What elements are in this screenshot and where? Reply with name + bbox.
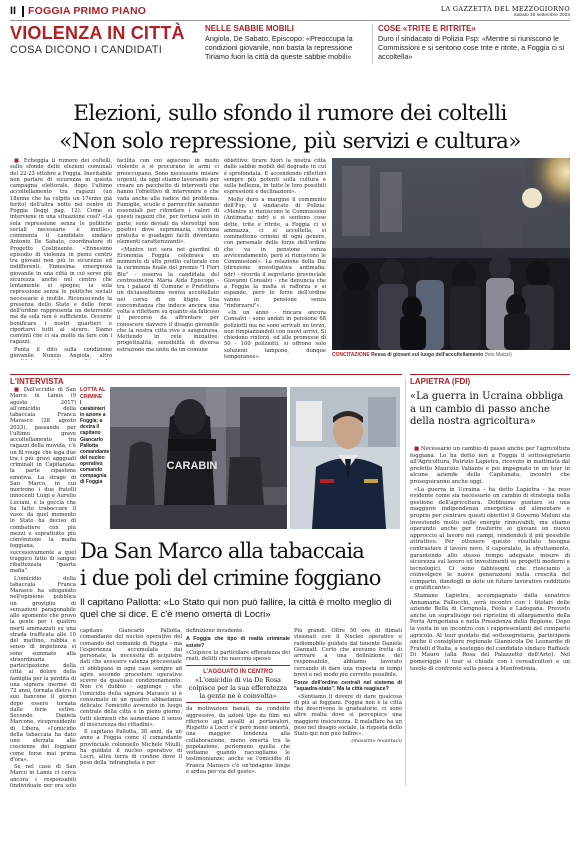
main-article-col-1: [10, 158, 112, 360]
ambush-box: [186, 665, 290, 703]
pallotta-portrait: [290, 387, 400, 529]
big-headline-line-1: Da San Marco alla tabaccaia: [80, 539, 365, 563]
masthead-divider-icon: [22, 6, 24, 17]
column-separator: [405, 378, 406, 786]
kicker-title: VIOLENZA IN CITTÀ: [10, 23, 185, 43]
interview-paragraph: Se nel caso di San Marco in Lamis ci cerca ancora i responsabili (individuate per ora solo: [10, 764, 76, 787]
lapietra-quote: «La guerra in Ucraina obbliga a un cambio di passo anche della nostra agricoltura»: [410, 391, 564, 428]
interview-label: L'INTERVISTA: [10, 377, 64, 386]
interview-question: A Foggia che tipo di realtà criminale esiste?: [186, 636, 290, 649]
main-article-col-2: [117, 158, 219, 360]
interview-paragraph: ■ Dall'eccidio di San Marco in Lamis (9 agosto 2017) all'omicidio della tabaccaia Franca Marasco (28 agosto 2023), passando per l'ultimo grave accoltellamento tra ragazzi della movida, c'è un fil rouge che lega due tra i più gravi aggguati criminali in Capitanata: la parte cipastone emotiva. La strage di San Marco, in cui morirono i due fratelli innocenti Luigi e Aurelio Luciani, è la goccia che ha fatto traboccare il vaso: da quel momento lo Stato ha deciso di combattere con più mezzi e soprattutto più convinzione la mafia foggiana, successivamente a quel traggico fatto di sangue ribattezzata "quarta mafia".: [10, 387, 76, 575]
section-rule-left: [10, 374, 402, 375]
teaser-text: Angiola, De Sabato, Episcopo: «Preoccupa la condizioni giovanile, non basta la repressione Tiriamo fuori la città da queste sabbie mobili»: [205, 34, 353, 62]
interview-paragraph: Il capitano Pallotta, 38 anni, da un anno a Foggia come il comandante provinciale colonnello Michele Miulli, ha guidato il nucleo operativo di Locri, altra terra di confine dove il peso della 'ndrangheta è per: [80, 729, 182, 767]
lapietra-paragraph: «La guerra in Ucraina - ha detto Lapietra - ha reso evidente come sia necessario un cambio di strategia nella gestione dell'agricoltura. Dobbiamo puntare su una maggiore indipendenza energetica ed alimentare e proprio per centrare questi obiettivi il Governo Meloni sta investendo molto sulle energie rinnovabili, ma stiamo operando anche per trasferire ai giovani un nuovo approccio al lavoro nei campi, rendendoli il più possibile attrattivo. Per ottenere questo risultato bisogna contrastare il lavoro nero, il caporalato, la sfruttamento, garantendo allo stesso tempo adeguate misure di sicurezza sul lavoro ed investimenti su progetti moderni e tecnologici. Ci sono fabbisogni che riusciamo a coinvolgere le nuove generazioni nella crescita del comparto, dandogli in dote un futuro lavorativo redditizio e gratificante».: [410, 486, 570, 592]
carabinieri-photo-icon: [110, 387, 287, 529]
main-paragraph: «Mentre ieri sera nei giardini di Economia Foggia celebrava un momento di alto profilo culturale con la cerimonia finale del premio "I Fiori Blu" - osserva la candidata del centrosinistra Maria Aida Episcopo - tra i palazzi di Comune e Prefettura un diciassettenne veniva accoltellato nel corso di un litigio. Una concomitanza che induce ancora una volta a riflettere su quanto sia faticoso il percorso da affrontare per conoscere davvero il disagio giovanile che la nostra città vive e sanguinosa. Mettendo in rete iniziative, progettualità, sensibilità di diversa estrazione ma unite da un comune: [117, 246, 219, 353]
kicker-subtitle: COSA DICONO I CANDIDATI: [10, 44, 163, 56]
interview-paragraph: «Colpisce la particolare efferatezza dei reati, delitti che nascono spesso: [186, 649, 290, 663]
main-photo-caption: [332, 352, 570, 358]
lapietra-label: LAPIETRA (FDI): [410, 377, 471, 386]
main-photo: [332, 158, 570, 350]
ambush-box-title: L'AGGUATO IN CENTRO: [203, 669, 273, 676]
bullet-icon: ■: [14, 158, 24, 164]
interview-big-headline: [80, 538, 402, 592]
headline-line-2: «Non solo repressione, più servizi e cultura»: [59, 129, 521, 154]
main-paragraph: Molto duro a margine il commento dell'Fsp, il sindacato di Polizia: «Mentre si riuniscono le Commissioni (Antimafia; ndr) e si sentono cose dette, trite e ritrite, a Foggia ci si ammazza, ci si accoltella, si commettono crimini di ogni genere, con personale delle forze dell'ordine che va in pensione senza avvicendamento, però si riuniscono le Commissioni». La relazione della Dia (direzione investigativa antimafia; ndr) - ricorda il segretario provinciale Giovanni Consalvi - che denuncia che a Foggia la mafia si rafforza e si espande, però le forze dell'ordine vanno in pensione senza "rinforzarsi"».: [224, 196, 326, 309]
section-title: FOGGIA PRIMO PIANO: [28, 5, 147, 17]
interview-question: Forze dell'ordine centrali nel sistema di "squadra-stato". Ma la città reagisce?: [294, 680, 402, 693]
main-paragraph: obiettivo: tirare fuori la nostra città dalle sabbie mobili del degrado in cui è sprofondata. E accendendo riflettori sempre più potenti sulla cultura e sulla bellezza, in tutte le loro possibili espressioni e declinazioni».: [224, 158, 326, 196]
interview-paragraph: capitano Giancarlo Pallotta, comandante del nucleo operativo del comando del comando di Foggia - ma l'esperienza accumulata dai personale, la necessità di acquisire dati che avessero valenza processuale ci obbligano in ogni caso sempre ad agire secondo procedure operative scevre da qualsiasi condizionamento. Non c'è dubbio - aggiunge - che l'omicidio della signora Marasco si è consumato in un quadro abbastanza delicato: l'omicidio avvenuto in luogo centrale della città e in pieno giorno, tutti elementi che aumentano il senso di insicurezza dei cittadini».: [80, 628, 182, 728]
photo-caption-box: [80, 387, 110, 527]
masthead-rule: [10, 20, 570, 21]
interview-paragraph: definizione invadente.: [186, 628, 244, 634]
lapietra-paragraph: ■ Necessario un cambio di passo anche per l'agricoltura foggiana. Lo ha detto ieri a Foggia il sottosegretario all'Agricoltura, Patrizio Lapietra, ricevuto in mattinata dal prefetto Maurizio Valiante e poi impegnato in un tour in alcune aziende della Capitanata, incontri che proseguiranno anche oggi.: [410, 446, 570, 485]
page-number: II: [10, 5, 17, 17]
ambush-box-text: «L'omicidio di via De Rosa colpisce per la sua efferatezza la gente ne è coinvolta»: [188, 676, 288, 701]
interview-col-1: [10, 387, 76, 787]
carabinieri-photo: [110, 387, 287, 529]
bullet-icon: ■: [14, 387, 24, 393]
crowd-photo-icon: [332, 158, 570, 350]
photo-box-text: I carabinieri in azione a Foggia; a destra il capitano Giancarlo Pallotta comandante del nucleo operativo comando compagnia di Foggia: [80, 400, 110, 486]
interview-col-2: [80, 628, 182, 786]
teaser-cose-trite[interactable]: [378, 24, 570, 64]
page-bottom-margin: [0, 792, 580, 841]
headline-line-1: Elezioni, sullo sfondo il rumore dei coltelli: [73, 101, 507, 126]
teaser-divider: [372, 24, 373, 64]
main-paragraph: facilità con cui agiscono in modo violento e si procurano le armi ci preoccupano. Sono necessarie misure urgenti, da oggi stiamo lavorando per creare un pacchetto di interventi che hanno l'obiettivo di intervenire e che vada anche alla radice del problema. Famiglie, scuole e parrocchie saranno essenziali per rifondare i valori di questi ragazzi che, per fortuna solo in parte, sono deviati da stereotipi non positivi dove supremazia, violenza gratuita e guadagni facili diventano elementi caratterizzanti».: [117, 158, 219, 246]
interview-sub-headline: Il capitano Pallotta: «Lo Stato qui non può fallire, la città è molto meglio di quel che si dice. E c'è meno omertà di Locri»: [80, 597, 392, 620]
kicker: [10, 23, 200, 63]
bullet-icon: ■: [414, 446, 421, 452]
caption-credit: (foto Maizzi): [484, 352, 512, 358]
lapietra-paragraph: Stamane Lapietra, accompagnato dalla senatrice Annamaria Fallucchi, avrà incontri con i titolari delle aziende Bella di Cerignola, Feola e Ladogana. Previsto anche un sopralluogo nei ripristini di allargamento della Porta Arrigeriana e nella Presidenza della Regione. Dopo la visita in un incontro con i rappresentanti del comparto agricolo. Al tour guidato dal sottosegretario, parteciperà anche il consigliere regionale Giannicola De Leonardis di Fratelli d'Italia, a sostegno del candidato sindaco Raffaele Di Mauro (alla Rosa del Palazzetto dell'Arte). Nel pomeriggio il tour si chiude con i cerealicoltori e un tavolo di confronto sulla pesca a Manfredonia.: [410, 593, 570, 672]
photo-box-label: LOTTA AL CRIMINE: [80, 387, 106, 400]
interview-paragraph: da motivazioni banali, da condotte aggressive, da azioni tipo da film: mi riferisco agli assalti ai portavalori. Rispetto a Locri c'è però meno omertà, una maggior tendenza alla collaborazione, meno omertà tra la popolazione, perlomeno quella che vediamo quando raccogliamo le testimonianze; anche se l'omicidio di Franca Marasco c'è un'indagine lunga e ardua per via del gesto».: [186, 706, 290, 775]
teaser-title: COSE «TRITE E RITRITE»: [378, 24, 476, 33]
author-signature: (massimo levantaci): [351, 738, 402, 745]
interview-paragraph: L'omicidio della tabaccaia Franca Marasco ha sdoganato nell'opinione pubblica un groviglio di sensazioni paragonabile allo sgomento che provò la gente per i quattro morti ammazzati su una strada trafficata alle 10 del mattino, rabbia e senso di impotenza si sono sommate alla straordinaria partecipazione della città ai dolore della famiglia per la perdita di una signora inerme di 72 anni, tornata dietro il suo bancone il giorno dopo essere tornata dalle ferie estive. Secondo Daniela Marcone, vicepresidente di Libera, «l'omicidio della tabaccaia ha dato uno sferzata alle coscienze dei foggiani come forse mai prima d'ora».: [10, 575, 76, 763]
officer-portrait-icon: [290, 387, 400, 529]
main-paragraph: ■ Echeggia il rumore dei coltelli, sullo sfondo delle elezioni comunali del 22-23 ottobre a Foggia. Inevitabile non parlare di sicurezza in questa campagna elettorale, dopo l'ultimo accoltellamento tra ragazzi (un 18enne che ha colpito un 17enne già ferito) dell'altra notte nel centro di Foggia (leggi pag. 12). Come si interviene in una situazione così? «La sola repressione senza le politiche sociali necessarie è inutile», commenta il candidato sindaco Antonio De Sabato, coordinatore di Progetto Costituente. «Ennesimo episodio di violenza in pieno centro tra giovani non più in sicurezza ed indifferenti. Ennesima emergenza giovanile in una città in cui serve più sicurezza anche nel centro che lentamente si spegne; la sola repressione senza le politiche sociali necessarie è inutile. Riconoscendo la presenza dello Stato e delle forze dell'ordine rappresenta un deterrente ma da sola non è sufficiente. Occorre bonificare i nostri quartieri e riportarvi tutti al sicuro. Siamo convinti che ci sia molto da fare con i ragazzi.: [10, 158, 112, 346]
carabinieri-label-icon: CARABIN: [166, 460, 218, 472]
issue-date: Sabato 16 settembre 2023: [513, 13, 570, 18]
interview-paragraph: Più grandi. Oltre 50 ore di filmati visionati con il Nucleo operativo e radiomobile guidato dal tenente Daniele Giannatt. Certo che avevamo fretta di arrivare a una definizione del responsabile, abbiamo lavorato cercando di dare una risposta in tempi brevi e nel modo più corretto possibile.: [294, 628, 402, 678]
big-headline-line-2: i due poli del crimine foggiano: [80, 566, 381, 590]
main-headline: [10, 100, 570, 156]
main-paragraph: «In un anno - rincara ancora Consalvi - sono andati in pensione 68 poliziotti ma ne sono arrivati un terzo, non rimpiazzandoli con nuovi arrivi. Si chiedono rinforzi, ed alle promesse di 50 - 100 poliziotti, si offrono solo soluzioni tampone, dunque temporanee».: [224, 310, 326, 360]
caption-label: CONCITAZIONE: [332, 352, 370, 358]
lapietra-article: [410, 446, 570, 786]
caption-text: Ressa di giovani sul luogo dell'accoltellamento: [371, 352, 484, 358]
paper-name: LA GAZZETTA DEL MEZZOGIORNO: [440, 5, 570, 13]
interview-paragraph: «Sentiamo il dovere di dare qualcosa di più ai foggiani. Foggia non è la città che descrivono le graduatorie, ci sono altre realtà dove si percepisce una maggiore insicurezza. Il malaffare ha un peso nel disagio sociale, la risposta dello Stato qui non può fallire».: [294, 693, 402, 738]
teaser-text: Duro il sindacato di Polizia Fsp: «Mentre si riuniscono le Commissioni e si sentono cose trite e ritrite, a Foggia ci si accoltella»: [378, 34, 565, 62]
main-paragraph: Punta il dito sulla condizione giovanile Nunzio Angiola, altro: [10, 346, 112, 359]
interview-col-4: [294, 628, 402, 786]
main-article-col-3: [224, 158, 326, 360]
teaser-sabbie-mobili[interactable]: [205, 24, 365, 64]
section-rule-right: [410, 374, 570, 375]
interview-col-3: [186, 628, 290, 786]
page-masthead: [10, 4, 570, 20]
teaser-title: NELLE SABBIE MOBILI: [205, 24, 294, 33]
